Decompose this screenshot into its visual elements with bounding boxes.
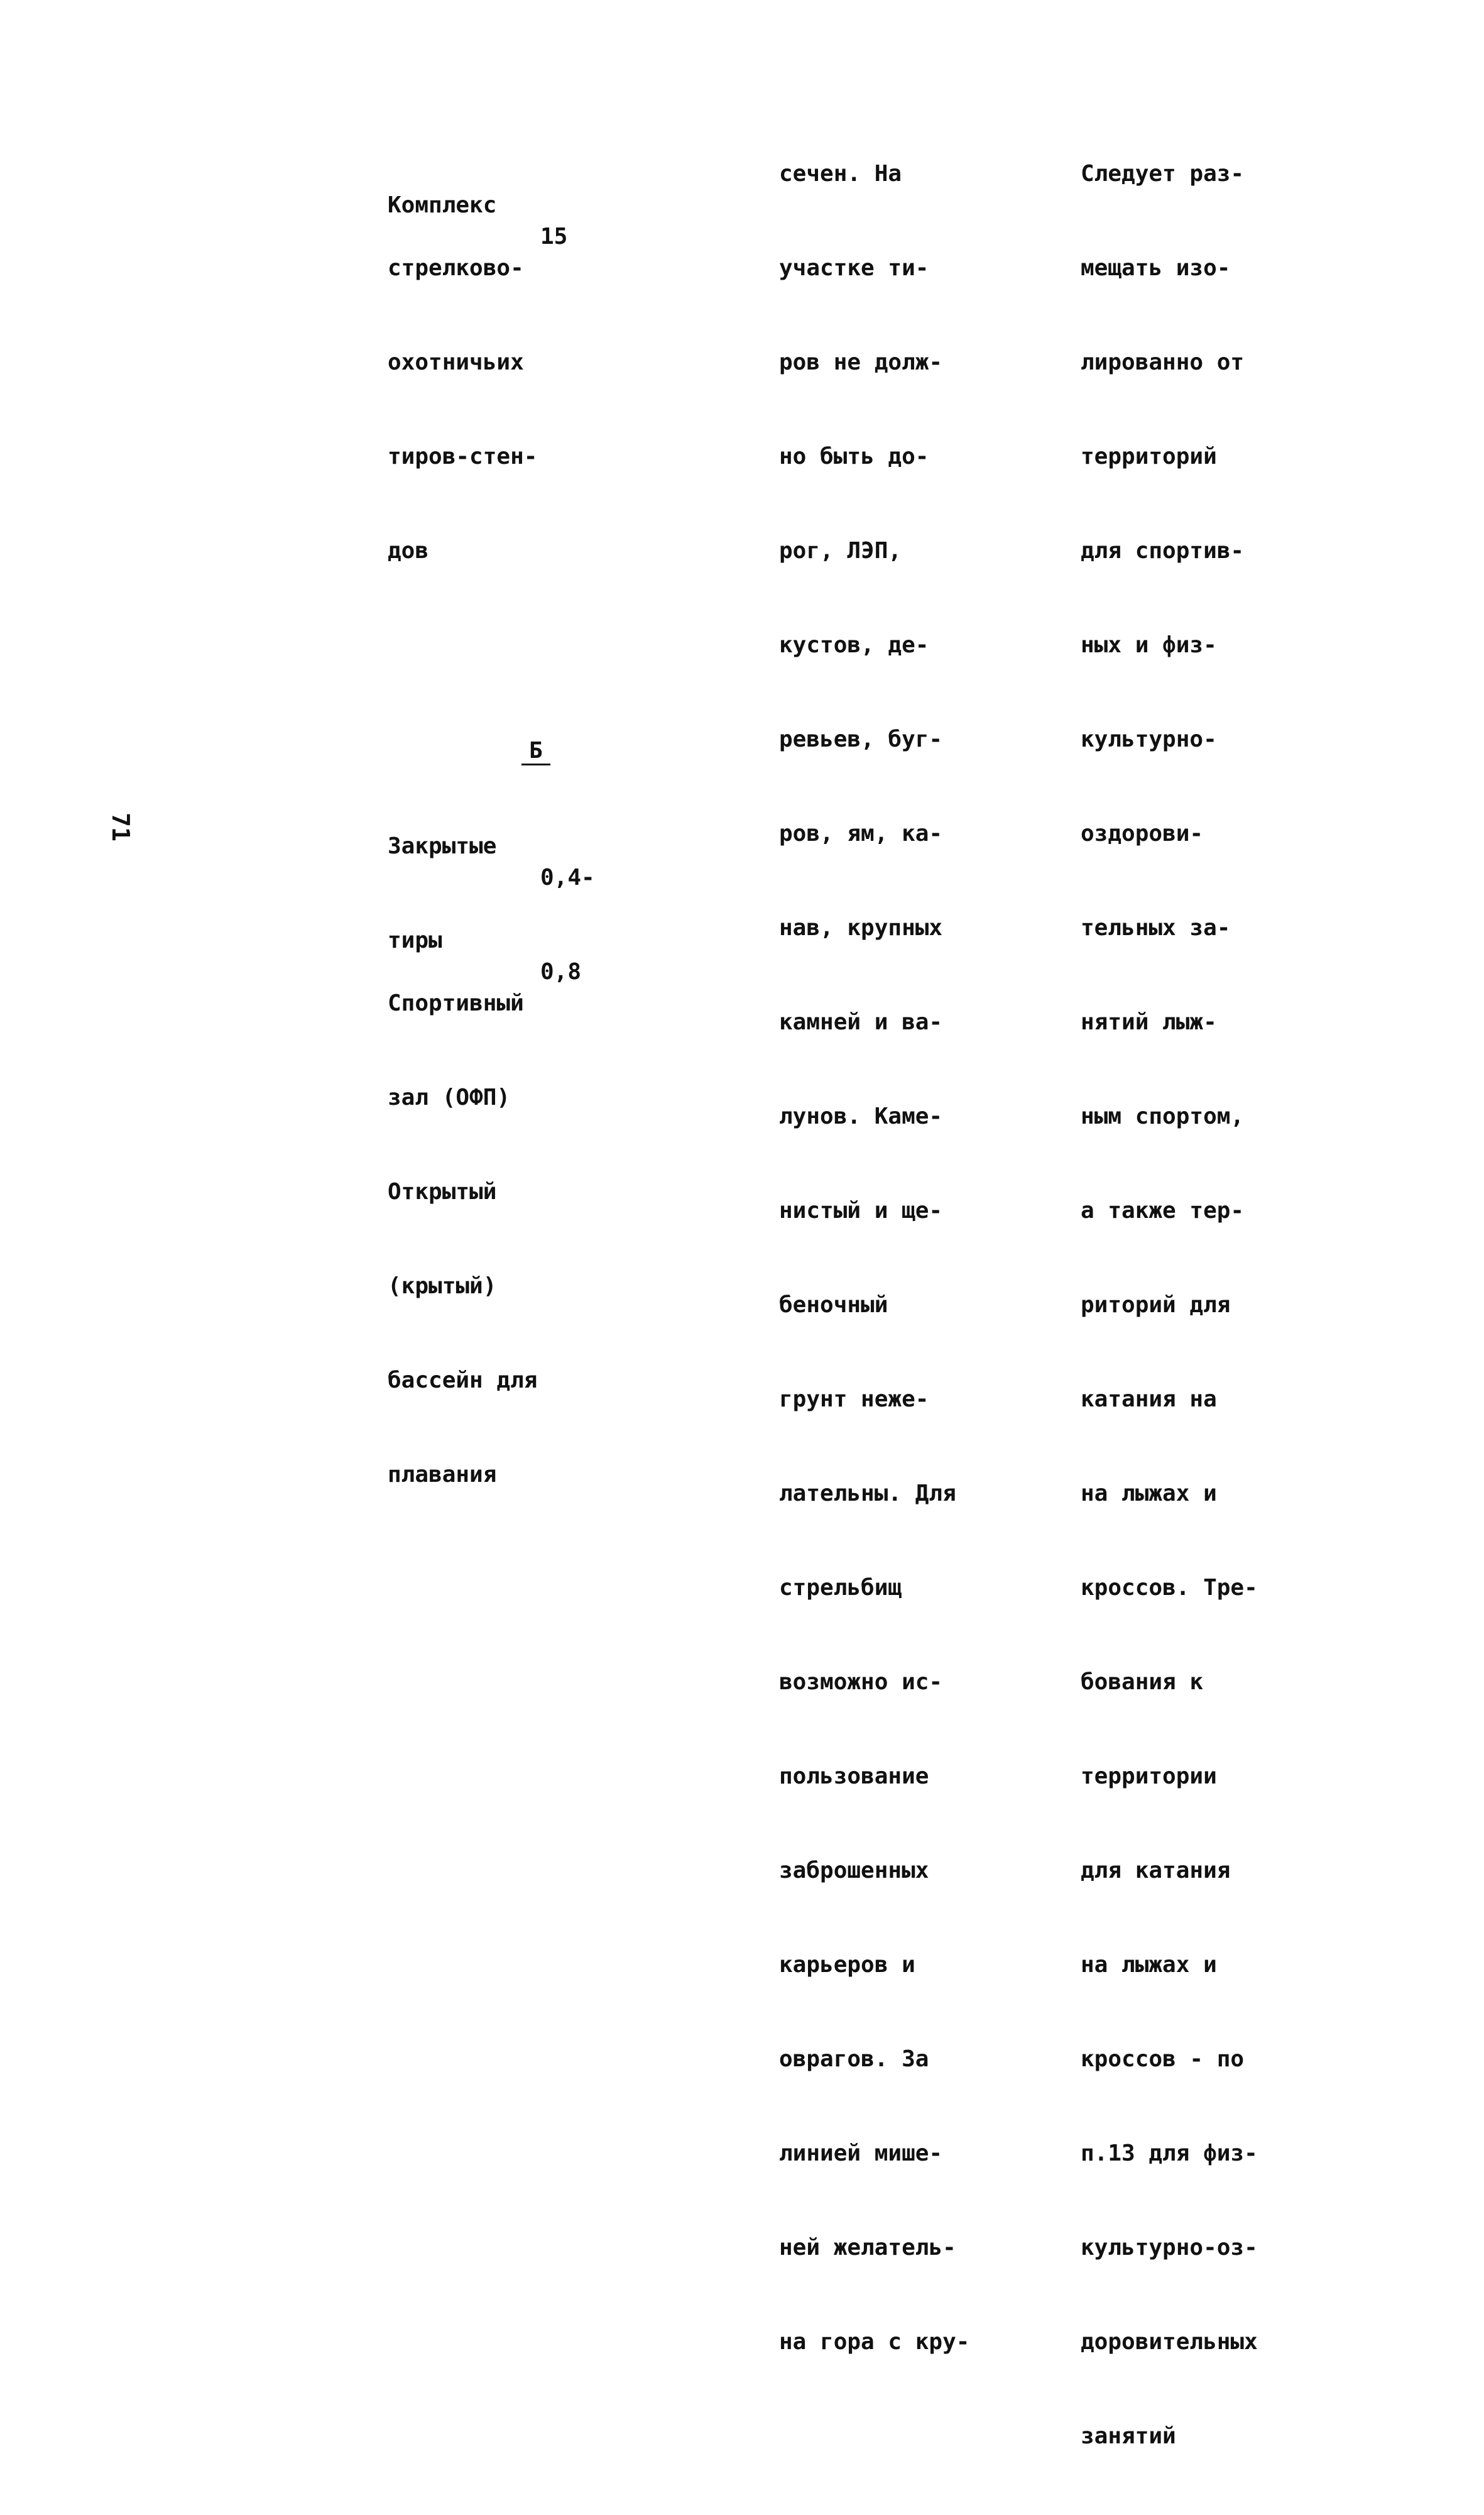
column-site-requirements: [779, 96, 993, 2421]
text-line: территорий: [1081, 444, 1217, 469]
text-line: ревьев, буг-: [779, 726, 943, 752]
text-line: Открытый: [388, 1179, 497, 1205]
text-line: кроссов. Тре-: [1081, 1575, 1258, 1601]
text-line: лунов. Каме-: [779, 1104, 943, 1129]
text-line: ров не долж-: [779, 349, 943, 375]
ranges-value: 0,8: [540, 959, 582, 985]
closed-range-row: [388, 799, 595, 890]
text-line: линией мише-: [779, 2140, 943, 2166]
text-line: тиров-стен-: [388, 444, 538, 469]
spacer: [388, 630, 595, 641]
text-line: стрелково-: [388, 255, 524, 281]
text-line: ным спортом,: [1081, 1104, 1245, 1129]
text-line: бования к: [1081, 1669, 1204, 1695]
text-line: грунт неже-: [779, 1386, 929, 1412]
text-line: беночный: [779, 1292, 888, 1318]
text-line: нятий лыж-: [1081, 1009, 1217, 1035]
text-line: ней желатель-: [779, 2235, 956, 2260]
section-letter: [388, 704, 595, 764]
text-line: катания на: [1081, 1386, 1217, 1412]
text-line: лированно от: [1081, 349, 1245, 375]
closed-range-value: 0,4-: [540, 865, 595, 890]
column-placement-notes: [1081, 96, 1288, 2515]
complex-value: 15: [540, 224, 568, 249]
text-line: зал (ОФП): [388, 1085, 511, 1110]
text-line: бассейн для: [388, 1367, 538, 1393]
text-line: участке ти-: [779, 255, 929, 281]
text-line: риторий для: [1081, 1292, 1231, 1318]
section-letter-text: [529, 735, 543, 767]
text-line: Спортивный: [388, 990, 524, 1016]
text-line: тельных за-: [1081, 915, 1231, 941]
complex-label: Комплекс: [388, 192, 497, 218]
text-line: доровительных: [1081, 2329, 1258, 2355]
text-line: культурно-: [1081, 726, 1217, 752]
text-line: ных и физ-: [1081, 632, 1217, 658]
text-line: а также тер-: [1081, 1198, 1245, 1224]
text-line: п.13 для физ-: [1081, 2140, 1258, 2166]
text-line: (крытый): [388, 1273, 497, 1299]
text-line: на гора с кру-: [779, 2329, 970, 2355]
text-line: рог, ЛЭП,: [779, 538, 902, 564]
text-line: карьеров и: [779, 1952, 915, 1978]
section-letter-value: Б: [529, 738, 543, 764]
text-line: но быть до-: [779, 444, 929, 469]
text-line: стрельбищ: [779, 1575, 902, 1601]
text-line: для спортив-: [1081, 538, 1245, 564]
closed-range-label: Закрытые: [388, 833, 497, 859]
text-line: кроссов - по: [1081, 2046, 1245, 2072]
text-line: дов: [388, 538, 429, 564]
text-line: нав, крупных: [779, 915, 943, 941]
text-line: оздорови-: [1081, 821, 1204, 847]
text-line: ров, ям, ка-: [779, 821, 943, 847]
ranges-row: [388, 894, 595, 985]
text-line: охотничьих: [388, 349, 524, 375]
text-line: лательны. Для: [779, 1481, 956, 1506]
text-line: сечен. На: [779, 161, 902, 187]
text-line: заброшенных: [779, 1858, 929, 1883]
text-line: культурно-оз-: [1081, 2235, 1258, 2260]
text-line: на лыжах и: [1081, 1952, 1217, 1978]
text-line: на лыжах и: [1081, 1481, 1217, 1506]
text-line: для катания: [1081, 1858, 1231, 1883]
text-line: территории: [1081, 1763, 1217, 1789]
text-line: плавания: [388, 1462, 497, 1488]
page-number: 71: [107, 813, 134, 841]
text-line: Следует раз-: [1081, 161, 1245, 187]
text-line: возможно ис-: [779, 1669, 943, 1695]
text-line: мещать изо-: [1081, 255, 1231, 281]
text-line: камней и ва-: [779, 1009, 943, 1035]
text-line: оврагов. За: [779, 2046, 929, 2072]
ranges-label: тиры: [388, 928, 442, 953]
column-facility-names: [388, 96, 595, 1553]
text-line: нистый и ще-: [779, 1198, 943, 1224]
text-line: кустов, де-: [779, 632, 929, 658]
section-letter-underline: [521, 764, 550, 765]
text-line: пользование: [779, 1763, 929, 1789]
text-line: занятий: [1081, 2423, 1176, 2449]
complex-row: [388, 158, 595, 249]
